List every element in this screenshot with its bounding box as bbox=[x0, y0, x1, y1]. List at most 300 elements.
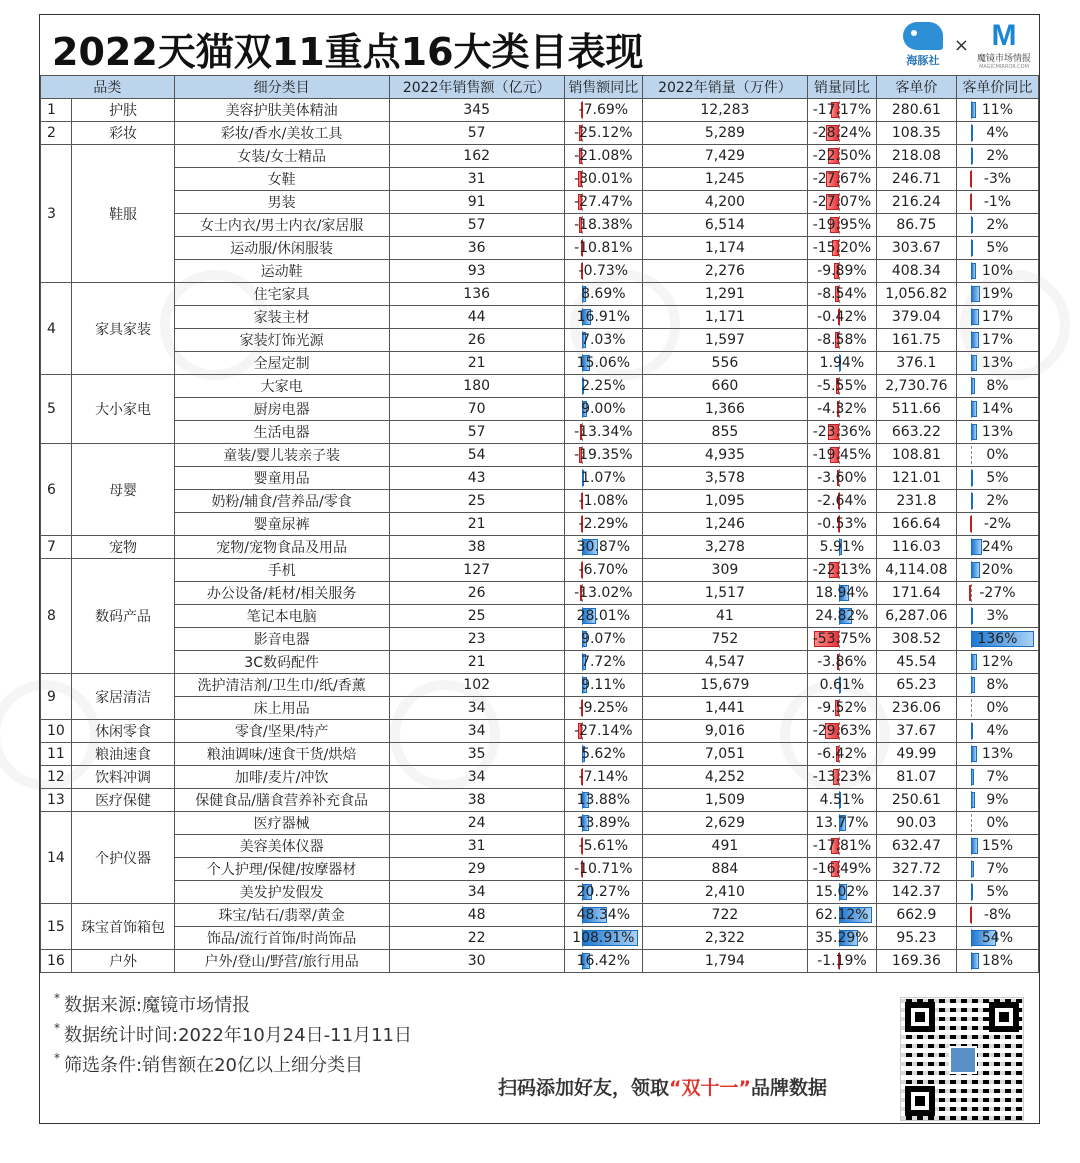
group-number: 10 bbox=[41, 720, 72, 743]
yoy-value: -3% bbox=[983, 171, 1012, 187]
yoy-value: -1% bbox=[983, 194, 1012, 210]
subcategory-cell: 男装 bbox=[174, 191, 389, 214]
subcategory-cell: 美容美体仪器 bbox=[174, 835, 389, 858]
table-row bbox=[41, 720, 1039, 743]
volume-cell: 15,679 bbox=[642, 674, 807, 697]
qr-finder-icon bbox=[905, 1002, 935, 1032]
volume-cell: 491 bbox=[642, 835, 807, 858]
yoy-value: -7.69% bbox=[578, 102, 629, 118]
sales-cell: 136 bbox=[389, 283, 564, 306]
price-yoy-cell bbox=[956, 237, 1038, 260]
sales-cell: 102 bbox=[389, 674, 564, 697]
price-cell: 216.24 bbox=[876, 191, 956, 214]
sales-yoy-cell bbox=[564, 559, 642, 582]
price-cell: 236.06 bbox=[876, 697, 956, 720]
footer bbox=[40, 975, 1039, 1123]
yoy-value: -27.47% bbox=[574, 194, 633, 210]
table-row bbox=[41, 697, 1039, 720]
group-category: 母婴 bbox=[72, 444, 174, 536]
yoy-value: -19.95% bbox=[812, 217, 872, 233]
zero-axis bbox=[971, 584, 972, 602]
negative-bar bbox=[970, 171, 972, 187]
price-yoy-cell bbox=[956, 306, 1038, 329]
subcategory-cell: 手机 bbox=[174, 559, 389, 582]
subcategory-cell: 宠物/宠物食品及用品 bbox=[174, 536, 389, 559]
price-yoy-cell bbox=[956, 904, 1038, 927]
yoy-value: -1.08% bbox=[578, 493, 629, 509]
yoy-value: 10% bbox=[981, 263, 1013, 279]
yoy-value: 48.34% bbox=[576, 907, 631, 923]
sales-cell: 48 bbox=[389, 904, 564, 927]
yoy-value: 15.06% bbox=[576, 355, 631, 371]
yoy-value: 7% bbox=[986, 769, 1009, 785]
subcategory-cell: 运动鞋 bbox=[174, 260, 389, 283]
sales-yoy-cell bbox=[564, 122, 642, 145]
price-cell: 166.64 bbox=[876, 513, 956, 536]
volume-cell: 9,016 bbox=[642, 720, 807, 743]
volume-cell: 4,935 bbox=[642, 444, 807, 467]
yoy-value: -53.75% bbox=[812, 631, 872, 647]
yoy-value: -22.50% bbox=[812, 148, 872, 164]
sales-cell: 25 bbox=[389, 490, 564, 513]
price-yoy-cell bbox=[956, 720, 1038, 743]
volume-yoy-cell bbox=[807, 812, 876, 835]
subcategory-cell: 美发护发假发 bbox=[174, 881, 389, 904]
subcategory-cell: 3C数码配件 bbox=[174, 651, 389, 674]
price-yoy-cell bbox=[956, 191, 1038, 214]
volume-yoy-cell bbox=[807, 697, 876, 720]
yoy-value: 8% bbox=[986, 677, 1009, 693]
sales-cell: 57 bbox=[389, 122, 564, 145]
cta-text bbox=[498, 1073, 827, 1100]
subcategory-cell: 女士内衣/男士内衣/家居服 bbox=[174, 214, 389, 237]
price-cell: 2,730.76 bbox=[876, 375, 956, 398]
price-yoy-cell bbox=[956, 145, 1038, 168]
yoy-value: 7.03% bbox=[581, 332, 626, 348]
yoy-value: 62.12% bbox=[815, 907, 869, 923]
yoy-value: -8.54% bbox=[817, 286, 867, 302]
volume-yoy-cell bbox=[807, 214, 876, 237]
yoy-value: 0% bbox=[986, 815, 1009, 831]
sales-cell: 54 bbox=[389, 444, 564, 467]
brand-logos bbox=[898, 19, 1033, 71]
table-row bbox=[41, 444, 1039, 467]
yoy-value: 9.07% bbox=[581, 631, 626, 647]
group-category: 医疗保健 bbox=[72, 789, 174, 812]
sales-yoy-cell bbox=[564, 835, 642, 858]
price-yoy-cell bbox=[956, 99, 1038, 122]
price-cell: 246.71 bbox=[876, 168, 956, 191]
subcategory-cell: 女装/女士精品 bbox=[174, 145, 389, 168]
positive-bar bbox=[971, 838, 978, 854]
volume-cell: 1,246 bbox=[642, 513, 807, 536]
volume-yoy-cell bbox=[807, 651, 876, 674]
positive-bar bbox=[971, 493, 973, 509]
table-row bbox=[41, 628, 1039, 651]
yoy-value: 12% bbox=[981, 654, 1013, 670]
sales-yoy-cell bbox=[564, 352, 642, 375]
group-category: 家具家装 bbox=[72, 283, 174, 375]
price-yoy-cell bbox=[956, 122, 1038, 145]
positive-bar bbox=[971, 746, 977, 762]
volume-yoy-cell bbox=[807, 950, 876, 973]
table-row bbox=[41, 812, 1039, 835]
positive-bar bbox=[971, 723, 973, 739]
yoy-value: 136% bbox=[977, 631, 1018, 647]
subcategory-cell: 影音电器 bbox=[174, 628, 389, 651]
yoy-value: -0.73% bbox=[578, 263, 629, 279]
sales-yoy-cell bbox=[564, 398, 642, 421]
mojing-logo bbox=[975, 18, 1033, 70]
subcategory-cell: 个人护理/保健/按摩器材 bbox=[174, 858, 389, 881]
price-yoy-cell bbox=[956, 835, 1038, 858]
sales-yoy-cell bbox=[564, 697, 642, 720]
col-header: 2022年销量（万件） bbox=[642, 76, 807, 99]
yoy-value: -5.55% bbox=[817, 378, 867, 394]
yoy-value: 2% bbox=[986, 217, 1009, 233]
price-cell: 1,056.82 bbox=[876, 283, 956, 306]
table-row bbox=[41, 490, 1039, 513]
subcategory-cell: 彩妆/香水/美妆工具 bbox=[174, 122, 389, 145]
volume-cell: 2,276 bbox=[642, 260, 807, 283]
price-yoy-cell bbox=[956, 352, 1038, 375]
price-cell: 171.64 bbox=[876, 582, 956, 605]
volume-cell: 1,517 bbox=[642, 582, 807, 605]
group-number: 12 bbox=[41, 766, 72, 789]
volume-yoy-cell bbox=[807, 329, 876, 352]
price-cell: 408.34 bbox=[876, 260, 956, 283]
sales-cell: 26 bbox=[389, 582, 564, 605]
yoy-value: 28.01% bbox=[576, 608, 631, 624]
yoy-value: 15.02% bbox=[815, 884, 869, 900]
volume-yoy-cell bbox=[807, 536, 876, 559]
yoy-value: 13% bbox=[981, 424, 1013, 440]
volume-yoy-cell bbox=[807, 375, 876, 398]
volume-cell: 722 bbox=[642, 904, 807, 927]
volume-cell: 1,597 bbox=[642, 329, 807, 352]
table-row bbox=[41, 766, 1039, 789]
table-row bbox=[41, 99, 1039, 122]
sales-cell: 38 bbox=[389, 536, 564, 559]
group-number: 14 bbox=[41, 812, 72, 904]
sales-cell: 127 bbox=[389, 559, 564, 582]
subcategory-cell: 加啡/麦片/冲饮 bbox=[174, 766, 389, 789]
sales-yoy-cell bbox=[564, 214, 642, 237]
volume-cell: 1,794 bbox=[642, 950, 807, 973]
price-yoy-cell bbox=[956, 467, 1038, 490]
header bbox=[40, 15, 1039, 75]
table-row bbox=[41, 651, 1039, 674]
positive-bar bbox=[971, 355, 977, 371]
volume-yoy-cell bbox=[807, 467, 876, 490]
price-cell: 303.67 bbox=[876, 237, 956, 260]
yoy-value: -4.32% bbox=[817, 401, 867, 417]
yoy-value: -2.29% bbox=[578, 516, 629, 532]
source-text: 数据来源:魔镜市场情报 bbox=[64, 995, 251, 1016]
yoy-value: 16.91% bbox=[576, 309, 631, 325]
positive-bar bbox=[971, 148, 973, 164]
yoy-value: 0% bbox=[986, 447, 1009, 463]
yoy-value: -0.42% bbox=[817, 309, 867, 325]
subcategory-cell: 运动服/休闲服装 bbox=[174, 237, 389, 260]
subcategory-cell: 全屋定制 bbox=[174, 352, 389, 375]
sales-yoy-cell bbox=[564, 306, 642, 329]
yoy-value: -19.45% bbox=[812, 447, 872, 463]
yoy-value: -2% bbox=[983, 516, 1012, 532]
sales-yoy-cell bbox=[564, 237, 642, 260]
positive-bar bbox=[971, 539, 982, 555]
subcategory-cell: 生活电器 bbox=[174, 421, 389, 444]
yoy-value: -13.23% bbox=[812, 769, 872, 785]
volume-yoy-cell bbox=[807, 237, 876, 260]
volume-yoy-cell bbox=[807, 789, 876, 812]
sales-yoy-cell bbox=[564, 283, 642, 306]
volume-yoy-cell bbox=[807, 743, 876, 766]
group-number: 4 bbox=[41, 283, 72, 375]
group-number: 13 bbox=[41, 789, 72, 812]
period-text: 数据统计时间:2022年10月24日-11月11日 bbox=[64, 1025, 412, 1046]
price-yoy-cell bbox=[956, 329, 1038, 352]
group-category: 大小家电 bbox=[72, 375, 174, 444]
price-yoy-cell bbox=[956, 789, 1038, 812]
volume-yoy-cell bbox=[807, 513, 876, 536]
group-category: 彩妆 bbox=[72, 122, 174, 145]
yoy-value: 14% bbox=[981, 401, 1013, 417]
sales-cell: 25 bbox=[389, 605, 564, 628]
table-row bbox=[41, 605, 1039, 628]
sales-yoy-cell bbox=[564, 766, 642, 789]
group-number: 1 bbox=[41, 99, 72, 122]
price-yoy-cell bbox=[956, 421, 1038, 444]
price-yoy-cell bbox=[956, 605, 1038, 628]
volume-yoy-cell bbox=[807, 559, 876, 582]
negative-bar bbox=[969, 585, 971, 601]
qr-finder-icon bbox=[989, 1002, 1019, 1032]
group-number: 6 bbox=[41, 444, 72, 536]
price-yoy-cell bbox=[956, 628, 1038, 651]
volume-cell: 3,578 bbox=[642, 467, 807, 490]
price-yoy-cell bbox=[956, 283, 1038, 306]
volume-cell: 1,291 bbox=[642, 283, 807, 306]
yoy-value: -17.81% bbox=[812, 838, 872, 854]
volume-cell: 7,051 bbox=[642, 743, 807, 766]
table-row bbox=[41, 858, 1039, 881]
price-yoy-cell bbox=[956, 490, 1038, 513]
yoy-value: -17.17% bbox=[812, 102, 872, 118]
group-number: 8 bbox=[41, 559, 72, 674]
sales-yoy-cell bbox=[564, 444, 642, 467]
group-number: 16 bbox=[41, 950, 72, 973]
positive-bar bbox=[971, 792, 975, 808]
sales-cell: 93 bbox=[389, 260, 564, 283]
subcategory-cell: 奶粉/辅食/营养品/零食 bbox=[174, 490, 389, 513]
positive-bar bbox=[971, 401, 977, 417]
col-header: 品类 bbox=[41, 76, 175, 99]
table-row bbox=[41, 421, 1039, 444]
group-category: 休闲零食 bbox=[72, 720, 174, 743]
subcategory-cell: 保健食品/膳食营养补充食品 bbox=[174, 789, 389, 812]
volume-cell: 1,441 bbox=[642, 697, 807, 720]
volume-yoy-cell bbox=[807, 191, 876, 214]
price-yoy-cell bbox=[956, 766, 1038, 789]
table-row bbox=[41, 352, 1039, 375]
positive-bar bbox=[971, 654, 977, 670]
table-row bbox=[41, 950, 1039, 973]
volume-yoy-cell bbox=[807, 881, 876, 904]
volume-cell: 884 bbox=[642, 858, 807, 881]
yoy-value: 5% bbox=[986, 884, 1009, 900]
price-cell: 169.36 bbox=[876, 950, 956, 973]
data-table bbox=[40, 75, 1039, 973]
sales-yoy-cell bbox=[564, 950, 642, 973]
subcategory-cell: 婴童用品 bbox=[174, 467, 389, 490]
yoy-value: 20% bbox=[981, 562, 1013, 578]
yoy-value: -13.34% bbox=[574, 424, 633, 440]
sales-cell: 57 bbox=[389, 214, 564, 237]
price-yoy-cell bbox=[956, 398, 1038, 421]
positive-bar bbox=[971, 378, 975, 394]
price-cell: 662.9 bbox=[876, 904, 956, 927]
volume-yoy-cell bbox=[807, 858, 876, 881]
sales-yoy-cell bbox=[564, 628, 642, 651]
sales-yoy-cell bbox=[564, 582, 642, 605]
table-header-row bbox=[41, 76, 1039, 99]
sales-yoy-cell bbox=[564, 490, 642, 513]
yoy-value: 11% bbox=[981, 102, 1013, 118]
yoy-value: 35.29% bbox=[815, 930, 869, 946]
subcategory-cell: 家装灯饰光源 bbox=[174, 329, 389, 352]
volume-yoy-cell bbox=[807, 352, 876, 375]
price-cell: 90.03 bbox=[876, 812, 956, 835]
sales-yoy-cell bbox=[564, 743, 642, 766]
yoy-value: 5% bbox=[986, 470, 1009, 486]
volume-cell: 1,171 bbox=[642, 306, 807, 329]
volume-cell: 1,245 bbox=[642, 168, 807, 191]
table-row bbox=[41, 237, 1039, 260]
yoy-value: 108.91% bbox=[572, 930, 635, 946]
price-cell: 379.04 bbox=[876, 306, 956, 329]
volume-cell: 752 bbox=[642, 628, 807, 651]
volume-cell: 5,289 bbox=[642, 122, 807, 145]
volume-cell: 1,095 bbox=[642, 490, 807, 513]
table-row bbox=[41, 513, 1039, 536]
price-cell: 108.35 bbox=[876, 122, 956, 145]
col-header: 细分类目 bbox=[174, 76, 389, 99]
price-cell: 49.99 bbox=[876, 743, 956, 766]
price-cell: 65.23 bbox=[876, 674, 956, 697]
price-yoy-cell bbox=[956, 697, 1038, 720]
yoy-value: 7.72% bbox=[581, 654, 626, 670]
volume-cell: 660 bbox=[642, 375, 807, 398]
sales-cell: 22 bbox=[389, 927, 564, 950]
yoy-value: 2% bbox=[986, 148, 1009, 164]
report-card bbox=[39, 14, 1040, 1124]
bullet-star-icon: * bbox=[54, 1051, 60, 1065]
yoy-value: 54% bbox=[981, 930, 1013, 946]
sales-cell: 21 bbox=[389, 651, 564, 674]
volume-cell: 6,514 bbox=[642, 214, 807, 237]
sales-cell: 36 bbox=[389, 237, 564, 260]
yoy-value: 18.94% bbox=[815, 585, 869, 601]
group-category: 个护仪器 bbox=[72, 812, 174, 904]
yoy-value: 13% bbox=[981, 355, 1013, 371]
logo2-sub: MAGICMIRROR.COM bbox=[979, 63, 1029, 70]
volume-cell: 556 bbox=[642, 352, 807, 375]
yoy-value: 19% bbox=[981, 286, 1013, 302]
table-row bbox=[41, 559, 1039, 582]
price-yoy-cell bbox=[956, 559, 1038, 582]
positive-bar bbox=[971, 102, 976, 118]
sales-cell: 57 bbox=[389, 421, 564, 444]
volume-yoy-cell bbox=[807, 260, 876, 283]
volume-cell: 4,547 bbox=[642, 651, 807, 674]
table-row bbox=[41, 835, 1039, 858]
positive-bar bbox=[971, 677, 975, 693]
source-note bbox=[54, 991, 250, 1017]
table-row bbox=[41, 536, 1039, 559]
price-cell: 663.22 bbox=[876, 421, 956, 444]
positive-bar bbox=[971, 125, 973, 141]
table-row bbox=[41, 398, 1039, 421]
yoy-value: -30.01% bbox=[574, 171, 633, 187]
group-category: 鞋服 bbox=[72, 145, 174, 283]
yoy-value: -27.07% bbox=[812, 194, 872, 210]
volume-cell: 855 bbox=[642, 421, 807, 444]
period-note bbox=[54, 1021, 412, 1047]
separator: × bbox=[953, 34, 969, 56]
subcategory-cell: 笔记本电脑 bbox=[174, 605, 389, 628]
sales-yoy-cell bbox=[564, 260, 642, 283]
yoy-value: 4% bbox=[986, 723, 1009, 739]
yoy-value: -19.35% bbox=[574, 447, 633, 463]
sales-yoy-cell bbox=[564, 812, 642, 835]
price-cell: 142.37 bbox=[876, 881, 956, 904]
subcategory-cell: 户外/登山/野营/旅行用品 bbox=[174, 950, 389, 973]
volume-yoy-cell bbox=[807, 835, 876, 858]
col-header: 客单价同比 bbox=[956, 76, 1038, 99]
group-category: 粮油速食 bbox=[72, 743, 174, 766]
yoy-value: -22.13% bbox=[812, 562, 872, 578]
sales-cell: 26 bbox=[389, 329, 564, 352]
sales-cell: 23 bbox=[389, 628, 564, 651]
sales-yoy-cell bbox=[564, 329, 642, 352]
yoy-value: -16.49% bbox=[812, 861, 872, 877]
sales-cell: 345 bbox=[389, 99, 564, 122]
subcategory-cell: 洗护清洁剂/卫生巾/纸/香薰 bbox=[174, 674, 389, 697]
subcategory-cell: 美容护肤美体精油 bbox=[174, 99, 389, 122]
col-header: 客单价 bbox=[876, 76, 956, 99]
qr-code[interactable] bbox=[900, 997, 1024, 1121]
sales-cell: 162 bbox=[389, 145, 564, 168]
qr-finder-icon bbox=[905, 1086, 935, 1116]
volume-yoy-cell bbox=[807, 398, 876, 421]
yoy-value: -6.42% bbox=[817, 746, 867, 762]
positive-bar bbox=[971, 861, 974, 877]
yoy-value: -8.58% bbox=[817, 332, 867, 348]
positive-bar bbox=[971, 424, 977, 440]
group-category: 数码产品 bbox=[72, 559, 174, 674]
yoy-value: 30.87% bbox=[576, 539, 631, 555]
yoy-value: 9.00% bbox=[581, 401, 626, 417]
price-yoy-cell bbox=[956, 214, 1038, 237]
volume-yoy-cell bbox=[807, 145, 876, 168]
sales-yoy-cell bbox=[564, 904, 642, 927]
negative-bar bbox=[970, 907, 972, 923]
yoy-value: 8% bbox=[986, 378, 1009, 394]
price-yoy-cell bbox=[956, 168, 1038, 191]
sales-yoy-cell bbox=[564, 191, 642, 214]
subcategory-cell: 家装主材 bbox=[174, 306, 389, 329]
